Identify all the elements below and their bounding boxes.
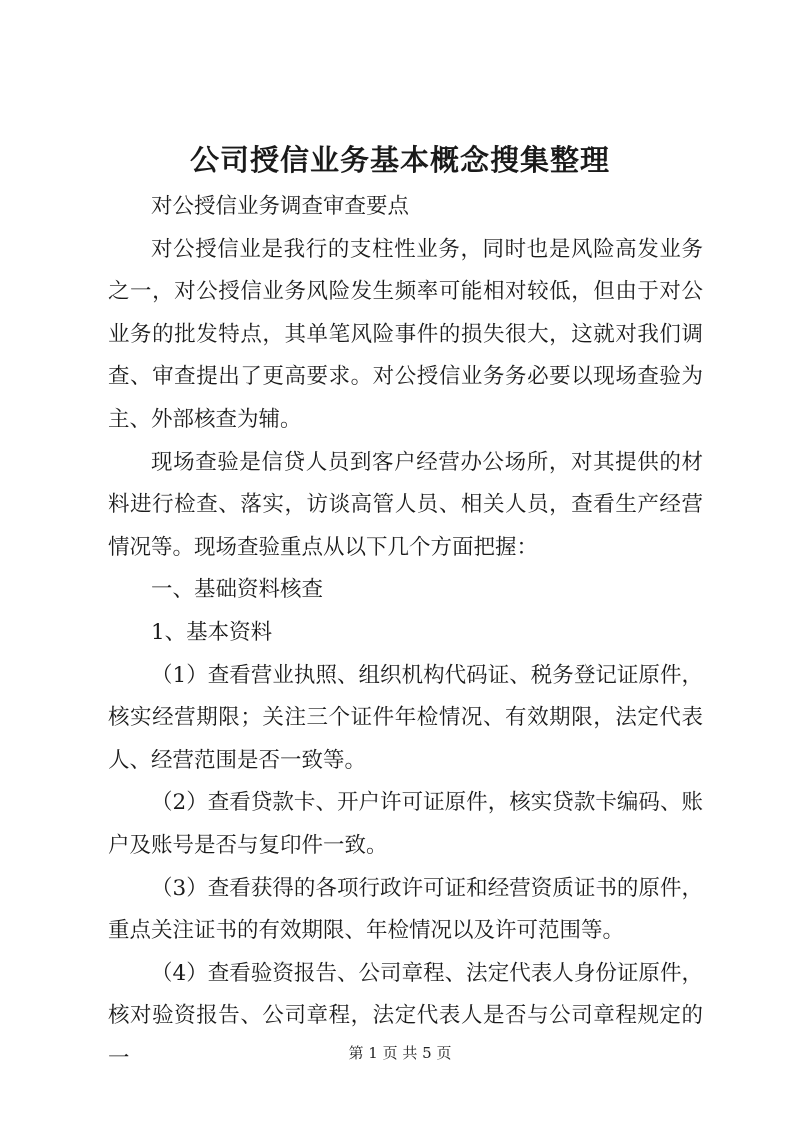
subsection-heading: 1、基本资料	[151, 619, 273, 645]
section-heading: 对公授信业务调查审查要点	[151, 194, 410, 219]
document-body	[108, 186, 703, 1080]
document-title: 公司授信业务基本概念搜集整理	[189, 143, 610, 177]
paragraph: 现场查验是信贷人员到客户经营办公场所，对其提供的材料进行检查、落实，访谈高管人员、相关人员，查看生产经营情况等。现场查验重点从以下几个方面把握：	[108, 449, 703, 560]
list-item: （4）查看验资报告、公司章程、法定代表人身份证原件，核对验资报告、公司章程，法定代表人是否与公司章程规定的一	[108, 960, 703, 1071]
section-heading: 一、基础资料核查	[151, 577, 324, 603]
paragraph: 对公授信业是我行的支柱性业务，同时也是风险高发业务之一，对公授信业务风险发生频率可能相对较低，但由于对公业务的批发特点，其单笔风险事件的损失很大，这就对我们调查、审查提出了更高要求。对公授信业务务必要以现场查验为主、外部核查为辅。	[108, 236, 703, 432]
list-item: （1）查看营业执照、组织机构代码证、税务登记证原件，核实经营期限；关注三个证件年检情况、有效期限，法定代表人、经营范围是否一致等。	[108, 662, 703, 773]
list-item: （2）查看贷款卡、开户许可证原件，核实贷款卡编码、账户及账号是否与复印件一致。	[108, 790, 703, 858]
list-item: （3）查看获得的各项行政许可证和经营资质证书的原件，重点关注证书的有效期限、年检情况以及许可范围等。	[108, 875, 703, 944]
page-number-footer: 第 1 页 共 5 页	[348, 1044, 452, 1062]
